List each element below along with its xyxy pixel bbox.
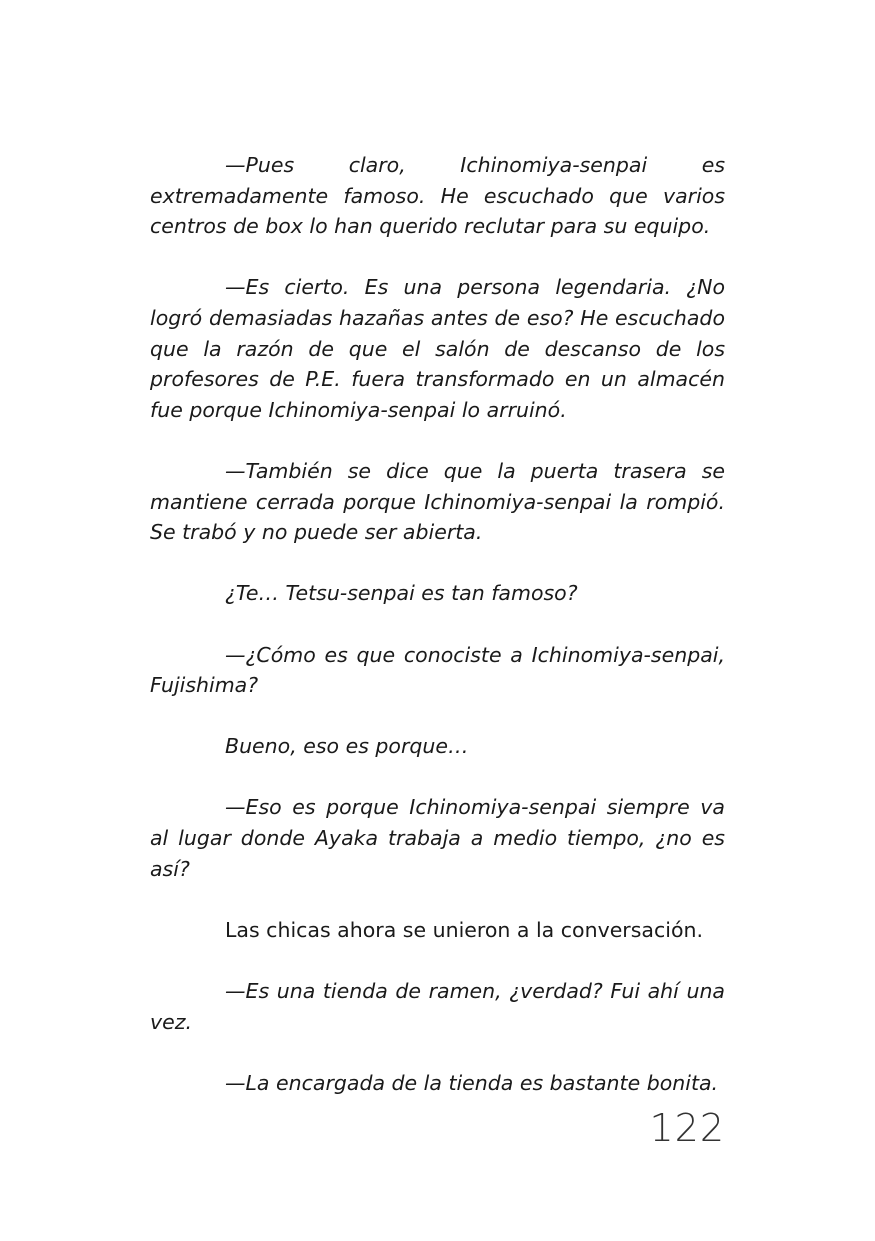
paragraph: ¿Te… Tetsu-senpai es tan famoso?: [225, 581, 578, 606]
paragraph: Bueno, eso es porque…: [225, 734, 469, 759]
paragraph: —También se dice que la puerta trasera se mantiene cerrada porque Ichinomiya-senpai la rompió. Se trabó y no puede ser abierta.: [150, 458, 725, 545]
page-body: [150, 150, 725, 1098]
paragraph: —¿Cómo es que conociste a Ichinomiya-senpai, Fujishima?: [150, 642, 725, 698]
paragraph: —Es cierto. Es una persona legendaria. ¿No logró demasiadas hazañas antes de eso? He escuchado que la razón de que el salón de descanso de los profesores de P.E. fuera transformado en un almacén fue porque Ichinomiya-senpai lo arruinó.: [150, 275, 725, 422]
narration-paragraph: Las chicas ahora se unieron a la conversación.: [225, 917, 703, 942]
paragraph: —Pues claro, Ichinomiya-senpai es extremadamente famoso. He escuchado que varios centros de box lo han querido reclutar para su equipo.: [150, 153, 725, 239]
paragraph: —Eso es porque Ichinomiya-senpai siempre va al lugar donde Ayaka trabaja a medio tiempo, ¿no es así?: [150, 795, 725, 881]
paragraph: —Es una tienda de ramen, ¿verdad? Fui ahí una vez.: [150, 979, 725, 1034]
paragraph: —La encargada de la tienda es bastante bonita.: [225, 1070, 719, 1095]
page-number: 122: [649, 1106, 725, 1150]
